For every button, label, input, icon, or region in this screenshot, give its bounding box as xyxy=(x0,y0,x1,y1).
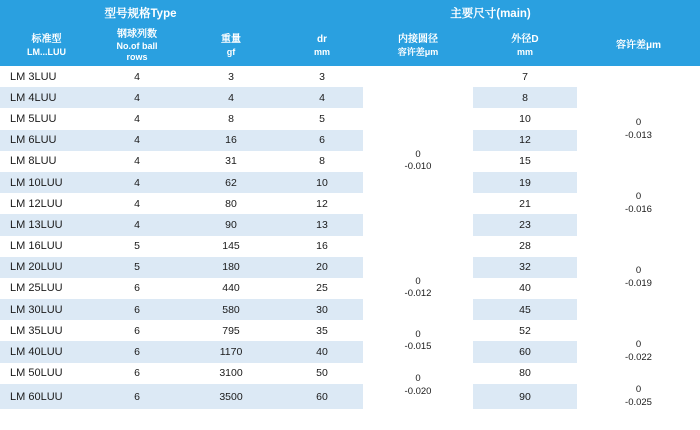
cell-dr: 35 xyxy=(281,320,363,341)
cell-dr: 6 xyxy=(281,130,363,151)
tolerance-lower: -0.015 xyxy=(404,341,432,353)
cell-type: LM 25LUU xyxy=(0,278,93,299)
cell-ball-rows: 5 xyxy=(93,257,181,278)
cell-ball-rows: 6 xyxy=(93,363,181,384)
group-header-row xyxy=(0,0,700,26)
cell-type: LM 40LUU xyxy=(0,341,93,362)
table-row xyxy=(0,87,700,108)
cell-weight: 795 xyxy=(181,320,281,341)
cell-weight: 4 xyxy=(181,87,281,108)
table-row xyxy=(0,66,700,87)
cell-ball-rows: 4 xyxy=(93,172,181,193)
col-header-outer-diameter xyxy=(473,26,577,66)
table-body xyxy=(0,66,700,409)
cell-outer-diameter: 23 xyxy=(473,214,577,235)
col-header-outer-diameter-sub: mm xyxy=(516,46,533,57)
col-header-dr-main: dr xyxy=(317,34,327,46)
cell-dr: 30 xyxy=(281,299,363,320)
col-header-dr xyxy=(281,26,363,66)
col-header-standard-type-sub: LM...LUU xyxy=(27,46,66,57)
cell-type: LM 16LUU xyxy=(0,236,93,257)
cell-ball-rows: 6 xyxy=(93,299,181,320)
col-header-weight-main: 重量 xyxy=(221,34,241,46)
cell-ball-rows: 6 xyxy=(93,341,181,362)
cell-dr: 50 xyxy=(281,363,363,384)
cell-ball-rows: 5 xyxy=(93,236,181,257)
cell-weight: 580 xyxy=(181,299,281,320)
cell-dr: 60 xyxy=(281,384,363,410)
cell-type: LM 6LUU xyxy=(0,130,93,151)
cell-ball-rows: 6 xyxy=(93,384,181,410)
cell-dr: 4 xyxy=(281,87,363,108)
col-header-ball-rows-sub: No.of ball rows xyxy=(116,41,158,63)
cell-weight: 180 xyxy=(181,257,281,278)
col-header-inner-bore-tolerance xyxy=(363,26,473,66)
cell-weight: 145 xyxy=(181,236,281,257)
cell-outer-diameter: 40 xyxy=(473,278,577,299)
col-header-outer-tolerance-label: 容许差μm xyxy=(615,39,661,51)
tolerance-lower: -0.025 xyxy=(625,396,652,408)
cell-outer-diameter: 32 xyxy=(473,257,577,278)
tolerance-upper: 0 xyxy=(415,373,421,385)
cell-outer-diameter: 10 xyxy=(473,108,577,129)
cell-ball-rows: 4 xyxy=(93,130,181,151)
cell-outer-diameter: 8 xyxy=(473,87,577,108)
cell-dr: 8 xyxy=(281,151,363,172)
tolerance-lower: -0.012 xyxy=(404,288,432,300)
cell-weight: 80 xyxy=(181,193,281,214)
cell-inner-bore-tolerance xyxy=(363,320,473,362)
tolerance-upper: 0 xyxy=(635,116,642,128)
cell-type: LM 20LUU xyxy=(0,257,93,278)
cell-type: LM 5LUU xyxy=(0,108,93,129)
cell-ball-rows: 4 xyxy=(93,151,181,172)
col-header-standard-type-main: 标准型 xyxy=(31,34,62,46)
cell-inner-bore-tolerance xyxy=(363,257,473,321)
cell-dr: 13 xyxy=(281,214,363,235)
cell-outer-tolerance xyxy=(577,172,700,236)
cell-type: LM 35LUU xyxy=(0,320,93,341)
cell-outer-diameter: 7 xyxy=(473,66,577,87)
column-header-row xyxy=(0,26,700,66)
cell-type: LM 10LUU xyxy=(0,172,93,193)
tolerance-upper: 0 xyxy=(415,275,421,287)
cell-outer-diameter: 80 xyxy=(473,363,577,384)
cell-dr: 20 xyxy=(281,257,363,278)
cell-outer-tolerance xyxy=(577,87,700,172)
col-header-ball-rows-main: 钢球列数 xyxy=(117,28,157,40)
cell-type: LM 13LUU xyxy=(0,214,93,235)
col-header-ball-rows xyxy=(93,26,181,66)
cell-ball-rows: 6 xyxy=(93,278,181,299)
cell-type: LM 4LUU xyxy=(0,87,93,108)
cell-weight: 440 xyxy=(181,278,281,299)
col-header-inner-bore-tol: 容许差μm xyxy=(397,46,439,57)
cell-weight: 3100 xyxy=(181,363,281,384)
col-header-weight-sub: gf xyxy=(226,46,236,57)
cell-dr: 16 xyxy=(281,236,363,257)
cell-weight: 1170 xyxy=(181,341,281,362)
cell-weight: 31 xyxy=(181,151,281,172)
cell-dr: 10 xyxy=(281,172,363,193)
cell-outer-tolerance xyxy=(577,320,700,384)
table-row xyxy=(0,172,700,193)
cell-outer-diameter: 15 xyxy=(473,151,577,172)
cell-outer-diameter: 12 xyxy=(473,130,577,151)
col-header-inner-bore: 内接圆径 xyxy=(398,34,438,46)
cell-type: LM 60LUU xyxy=(0,384,93,410)
col-header-outer-tolerance xyxy=(577,26,700,66)
table-row xyxy=(0,384,700,410)
cell-outer-tolerance xyxy=(577,236,700,321)
tolerance-lower: -0.016 xyxy=(625,203,652,215)
cell-outer-diameter: 52 xyxy=(473,320,577,341)
cell-inner-bore-tolerance xyxy=(363,363,473,410)
cell-ball-rows: 4 xyxy=(93,87,181,108)
tolerance-upper: 0 xyxy=(635,383,642,395)
cell-ball-rows: 6 xyxy=(93,320,181,341)
cell-weight: 62 xyxy=(181,172,281,193)
cell-weight: 90 xyxy=(181,214,281,235)
cell-dr: 40 xyxy=(281,341,363,362)
group-header-main: 主要尺寸(main) xyxy=(281,0,700,26)
table-row xyxy=(0,236,700,257)
cell-dr: 3 xyxy=(281,66,363,87)
cell-weight: 8 xyxy=(181,108,281,129)
cell-dr: 12 xyxy=(281,193,363,214)
cell-type: LM 8LUU xyxy=(0,151,93,172)
cell-outer-diameter: 45 xyxy=(473,299,577,320)
tolerance-upper: 0 xyxy=(415,148,421,160)
tolerance-lower: -0.020 xyxy=(404,386,432,398)
tolerance-upper: 0 xyxy=(635,265,642,277)
cell-ball-rows: 4 xyxy=(93,108,181,129)
cell-inner-bore-tolerance xyxy=(363,66,473,257)
cell-type: LM 3LUU xyxy=(0,66,93,87)
cell-weight: 16 xyxy=(181,130,281,151)
cell-ball-rows: 4 xyxy=(93,214,181,235)
cell-outer-tolerance xyxy=(577,384,700,410)
tolerance-upper: 0 xyxy=(415,328,421,340)
cell-outer-diameter: 21 xyxy=(473,193,577,214)
cell-weight: 3 xyxy=(181,66,281,87)
tolerance-lower: -0.022 xyxy=(625,352,652,364)
tolerance-upper: 0 xyxy=(635,339,642,351)
cell-outer-diameter: 19 xyxy=(473,172,577,193)
col-header-weight xyxy=(181,26,281,66)
tolerance-lower: -0.019 xyxy=(625,277,652,289)
group-header-type: 型号规格Type xyxy=(0,0,281,26)
cell-outer-tolerance xyxy=(577,66,700,87)
cell-ball-rows: 4 xyxy=(93,66,181,87)
cell-weight: 3500 xyxy=(181,384,281,410)
cell-type: LM 30LUU xyxy=(0,299,93,320)
table-row xyxy=(0,320,700,341)
col-header-standard-type xyxy=(0,26,93,66)
tolerance-upper: 0 xyxy=(635,190,642,202)
col-header-dr-sub: mm xyxy=(313,46,330,57)
cell-type: LM 12LUU xyxy=(0,193,93,214)
cell-outer-diameter: 28 xyxy=(473,236,577,257)
cell-outer-diameter: 90 xyxy=(473,384,577,410)
cell-dr: 25 xyxy=(281,278,363,299)
cell-dr: 5 xyxy=(281,108,363,129)
col-header-outer-diameter-main: 外径D xyxy=(511,34,539,46)
cell-outer-diameter: 60 xyxy=(473,341,577,362)
tolerance-lower: -0.013 xyxy=(625,129,652,141)
tolerance-lower: -0.010 xyxy=(404,161,432,173)
table-header xyxy=(0,0,700,66)
cell-type: LM 50LUU xyxy=(0,363,93,384)
cell-ball-rows: 4 xyxy=(93,193,181,214)
